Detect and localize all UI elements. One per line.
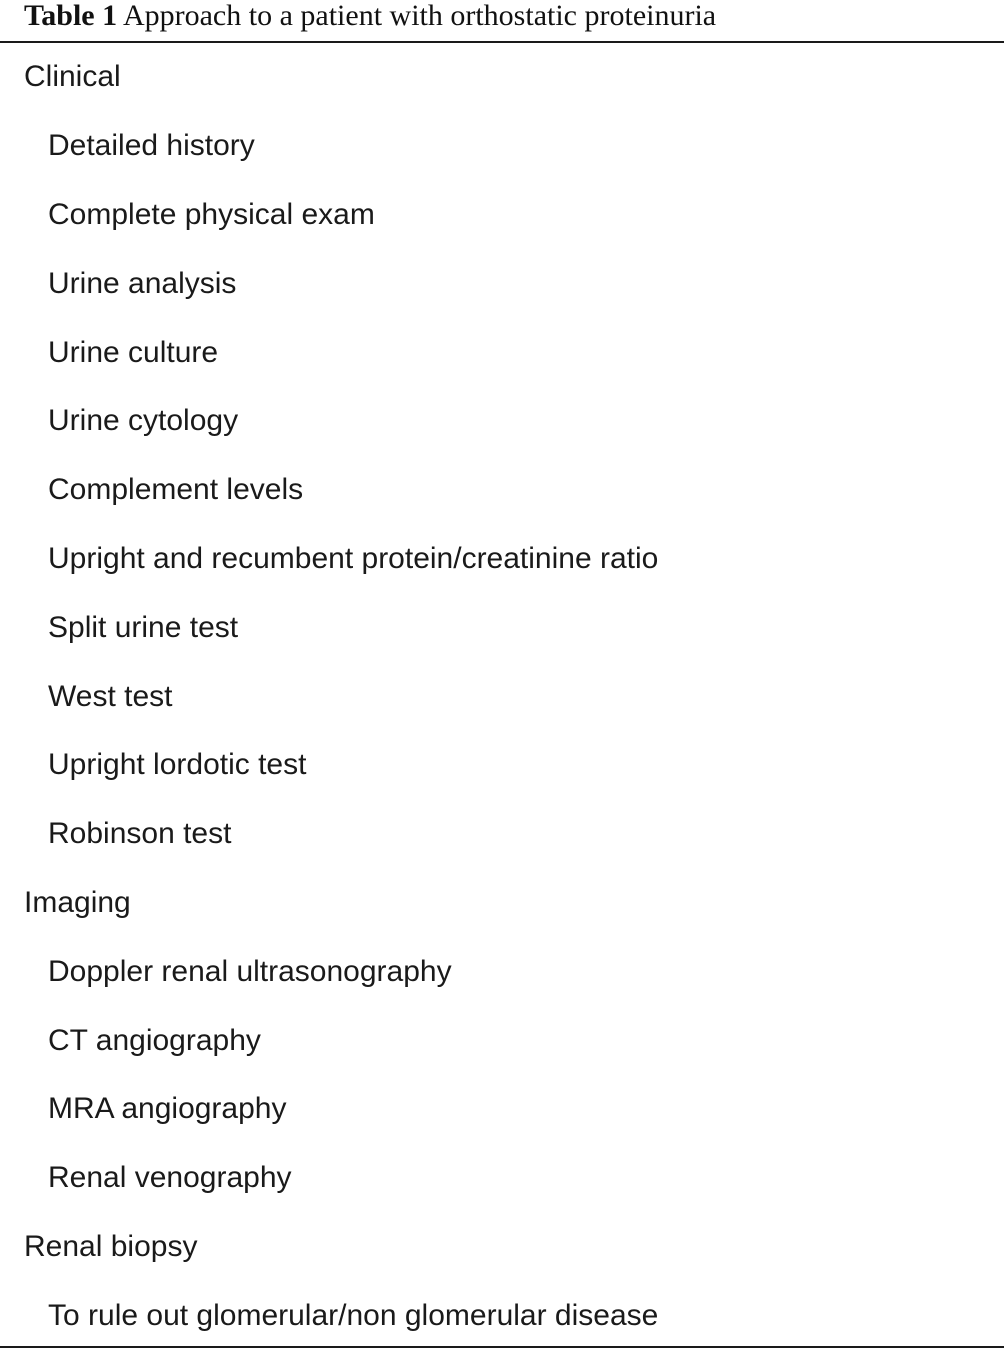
section-heading-clinical: Clinical bbox=[24, 60, 121, 94]
table-row: To rule out glomerular/non glomerular disease bbox=[48, 1298, 659, 1332]
table-row: Doppler renal ultrasonography bbox=[48, 954, 452, 988]
section-heading-renal-biopsy: Renal biopsy bbox=[24, 1229, 198, 1263]
table-row: Detailed history bbox=[48, 129, 255, 163]
bottom-rule bbox=[0, 1346, 1004, 1348]
table-row: Upright lordotic test bbox=[48, 748, 307, 782]
table-number: Table 1 bbox=[24, 0, 118, 32]
table-title: Approach to a patient with orthostatic proteinuria bbox=[122, 0, 717, 32]
table-row: Robinson test bbox=[48, 817, 232, 851]
table-row: Split urine test bbox=[48, 610, 239, 644]
table-caption bbox=[24, 0, 716, 38]
table-body bbox=[0, 43, 1004, 1350]
table-row: CT angiography bbox=[48, 1023, 261, 1057]
section-heading-imaging: Imaging bbox=[24, 885, 131, 919]
table-row: Complement levels bbox=[48, 473, 304, 507]
table-row: MRA angiography bbox=[48, 1092, 287, 1126]
table-row: Complete physical exam bbox=[48, 197, 375, 231]
table-row: West test bbox=[48, 679, 173, 713]
table-row: Renal venography bbox=[48, 1161, 292, 1195]
table-row: Urine analysis bbox=[48, 266, 237, 300]
table-row: Urine cytology bbox=[48, 404, 239, 438]
table-row: Upright and recumbent protein/creatinine ratio bbox=[48, 541, 659, 575]
table-row: Urine culture bbox=[48, 335, 219, 369]
